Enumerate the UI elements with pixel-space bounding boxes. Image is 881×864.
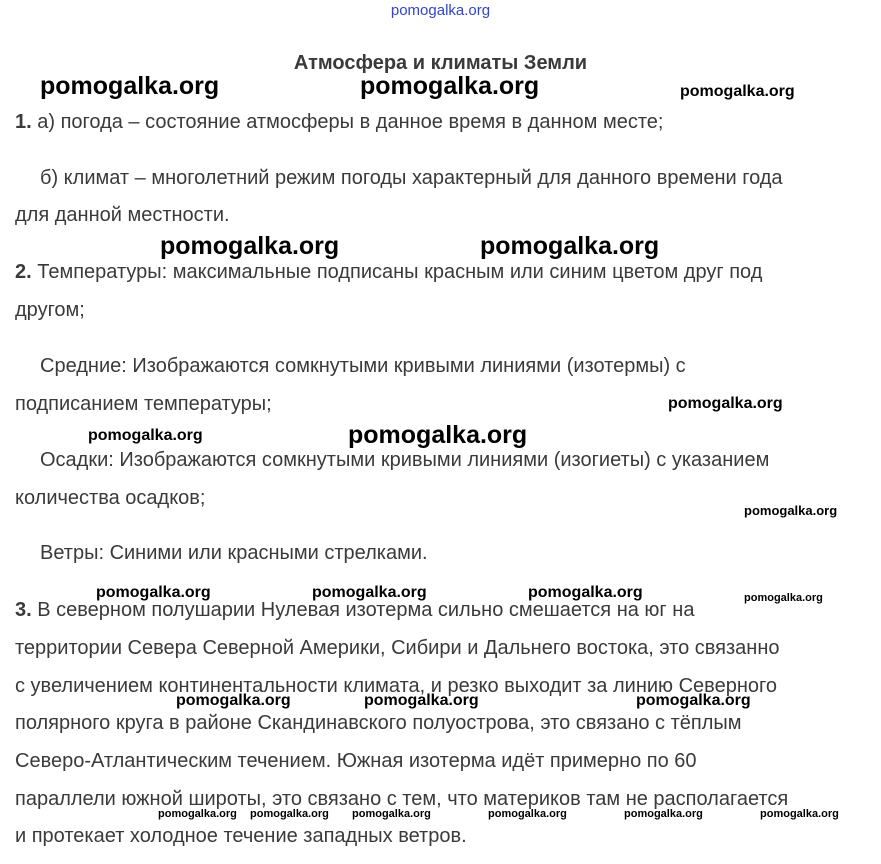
watermark: pomogalka.org [176,692,291,709]
watermark: pomogalka.org [744,503,838,518]
watermark: pomogalka.org [40,72,220,100]
watermark: pomogalka.org [636,692,751,709]
item-2-line-5: Осадки: Изображаются сомкнутыми кривыми линиями (изогиеты) с указанием [40,449,770,471]
watermark: pomogalka.org [88,427,203,444]
item-3-line-7: и протекает холодное течение западных ветров. [15,825,467,847]
watermark: pomogalka.org [528,584,643,601]
watermark: pomogalka.org [364,692,479,709]
watermark: pomogalka.org [96,584,211,601]
item-2-line-4: подписанием температуры; [15,393,272,415]
item-3-line-4: полярного круга в районе Скандинавского полуострова, это связано с тёплым [15,712,742,734]
watermark: pomogalka.org [668,395,783,412]
item-3-number: 3. [15,599,32,621]
watermark: pomogalka.org [348,421,528,449]
watermark: pomogalka.org [624,808,703,820]
watermark: pomogalka.org [158,808,237,820]
item-2-number: 2. [15,261,32,283]
watermark: pomogalka.org [352,808,431,820]
item-2-line-3: Средние: Изображаются сомкнутыми кривыми линиями (изотермы) с [40,355,686,377]
item-2-line-6: количества осадков; [15,487,206,509]
watermark: pomogalka.org [312,584,427,601]
item-3-line-3: с увеличением континентальности климата, и резко выходит за линию Северного [15,675,777,697]
item-1-line-1: 1. а) погода – состояние атмосферы в данное время в данном месте; [15,111,664,133]
watermark: pomogalka.org [160,232,340,260]
top-watermark: pomogalka.org [390,2,491,19]
watermark: pomogalka.org [744,592,823,604]
item-3-line-6: параллели южной широты, это связано с тем, что материков там не располагается [15,788,789,810]
item-1-line-3: для данной местности. [15,204,230,226]
item-2-line-1: 2. Температуры: максимальные подписаны красным или синим цветом друг под [15,261,763,283]
watermark: pomogalka.org [488,808,567,820]
page-title: Атмосфера и климаты Земли [293,52,588,74]
watermark: pomogalka.org [480,232,660,260]
watermark: pomogalka.org [360,72,540,100]
item-3-line-1: 3. В северном полушарии Нулевая изотерма сильно смешается на юг на [15,599,695,621]
item-1-line-2: б) климат – многолетний режим погоды характерный для данного времени года [40,167,783,189]
item-3-line-5: Северо-Атлантическим течением. Южная изотерма идёт примерно по 60 [15,750,697,772]
watermark: pomogalka.org [250,808,329,820]
item-1-number: 1. [15,111,32,133]
item-2-line-2: другом; [15,299,85,321]
item-3-line-2: территории Севера Северной Америки, Сибири и Дальнего востока, это связанно [15,637,780,659]
watermark: pomogalka.org [680,83,795,100]
item-2-line-7: Ветры: Синими или красными стрелками. [40,542,428,564]
watermark: pomogalka.org [760,808,839,820]
